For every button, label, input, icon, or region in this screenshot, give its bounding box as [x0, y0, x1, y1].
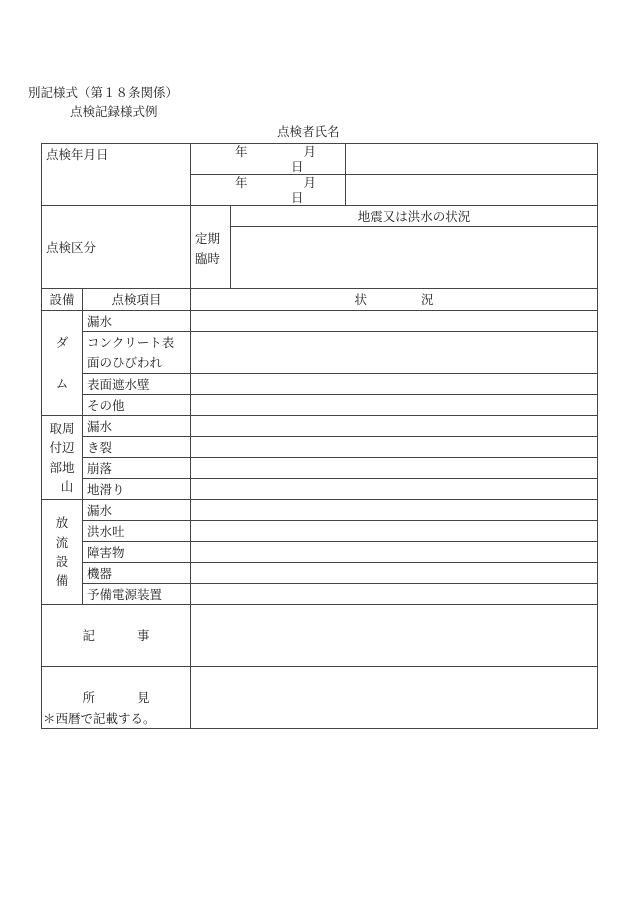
item-discharge-equipment: 機器	[83, 563, 191, 584]
status-entry[interactable]	[191, 458, 598, 479]
year-label: 年	[235, 175, 248, 190]
inspection-record-table	[41, 143, 598, 729]
inspection-date-label: 点検年月日	[46, 147, 109, 162]
form-title: 点検記録様式例	[70, 104, 158, 119]
item-discharge-spillway: 洪水吐	[83, 521, 191, 542]
earthquake-flood-header: 地震又は洪水の状況	[231, 206, 598, 227]
status-entry[interactable]	[191, 500, 598, 521]
facility-ground-line: 付辺	[49, 440, 75, 456]
item-ground-collapse: 崩落	[83, 458, 191, 479]
day-label: 日	[291, 159, 304, 174]
status-header-char-1: 状	[354, 292, 368, 307]
item-line: コンクリート表	[87, 334, 175, 350]
status-header-char-2: 況	[421, 292, 434, 307]
month-label: 月	[303, 144, 317, 159]
item-discharge-backup-power: 予備電源装置	[83, 584, 191, 605]
inspection-category-label-cell	[42, 206, 191, 289]
inspection-date-label-cell	[42, 144, 191, 206]
status-entry[interactable]	[191, 374, 598, 395]
month-label: 月	[303, 175, 317, 190]
notes-label	[42, 605, 191, 667]
facility-discharge	[42, 500, 83, 605]
earthquake-flood-entry[interactable]	[231, 227, 598, 289]
status-entry[interactable]	[191, 584, 598, 605]
item-ground-leakage: 漏水	[83, 416, 191, 437]
item-line: 面のひびわれ	[87, 354, 163, 370]
item-discharge-leakage: 漏水	[83, 500, 191, 521]
item-ground-landslide: 地滑り	[83, 479, 191, 500]
status-entry[interactable]	[191, 479, 598, 500]
notes-label-char-2: 事	[137, 628, 150, 643]
year-label: 年	[235, 144, 248, 159]
opinion-label-char-1: 所	[82, 690, 95, 705]
status-entry[interactable]	[191, 542, 598, 563]
facility-dam	[42, 311, 83, 416]
item-header: 点検項目	[83, 289, 191, 311]
item-ground-crack: き裂	[83, 437, 191, 458]
facility-dam-char: ム	[55, 376, 69, 391]
facility-header: 設備	[42, 289, 83, 311]
inspection-category-label: 点検区分	[46, 239, 97, 255]
category-type-cell[interactable]	[191, 206, 231, 289]
facility-surrounding-ground	[42, 416, 83, 500]
inspector-name-label: 点検者氏名	[277, 124, 340, 139]
item-discharge-obstacle: 障害物	[83, 542, 191, 563]
status-entry[interactable]	[191, 521, 598, 542]
item-dam-leakage: 漏水	[83, 311, 191, 332]
status-entry[interactable]	[191, 416, 598, 437]
facility-ground-line: 山	[60, 478, 74, 494]
facility-discharge-char: 設	[55, 554, 69, 569]
notes-label-char-1: 記	[82, 628, 95, 643]
day-label: 日	[291, 190, 304, 205]
date-extra-1[interactable]	[346, 144, 598, 175]
facility-discharge-char: 放	[55, 515, 69, 531]
notes-entry[interactable]	[191, 605, 598, 667]
item-dam-concrete-cracks	[83, 332, 191, 374]
footnote: ＊西暦で記載する。	[43, 711, 156, 726]
category-temporary: 臨時	[195, 251, 221, 266]
status-entry[interactable]	[191, 563, 598, 584]
annex-title: 別記様式（第１８条関係）	[28, 85, 179, 100]
opinion-entry[interactable]	[191, 667, 598, 729]
item-dam-other: その他	[83, 395, 191, 416]
facility-discharge-char: 備	[55, 573, 69, 589]
facility-ground-line: 部地	[49, 459, 75, 475]
date-entry-2[interactable]	[191, 175, 346, 206]
category-regular: 定期	[195, 231, 221, 246]
facility-ground-line: 取周	[49, 420, 75, 436]
opinion-label-char-2: 見	[137, 690, 150, 705]
item-dam-surface-wall: 表面遮水壁	[83, 374, 191, 395]
status-entry[interactable]	[191, 311, 598, 332]
date-extra-2[interactable]	[346, 175, 598, 206]
facility-dam-char: ダ	[55, 334, 69, 350]
status-entry[interactable]	[191, 332, 598, 374]
status-entry[interactable]	[191, 437, 598, 458]
facility-discharge-char: 流	[55, 534, 69, 550]
status-entry[interactable]	[191, 395, 598, 416]
date-entry-1[interactable]	[191, 144, 346, 175]
status-header	[191, 289, 598, 311]
